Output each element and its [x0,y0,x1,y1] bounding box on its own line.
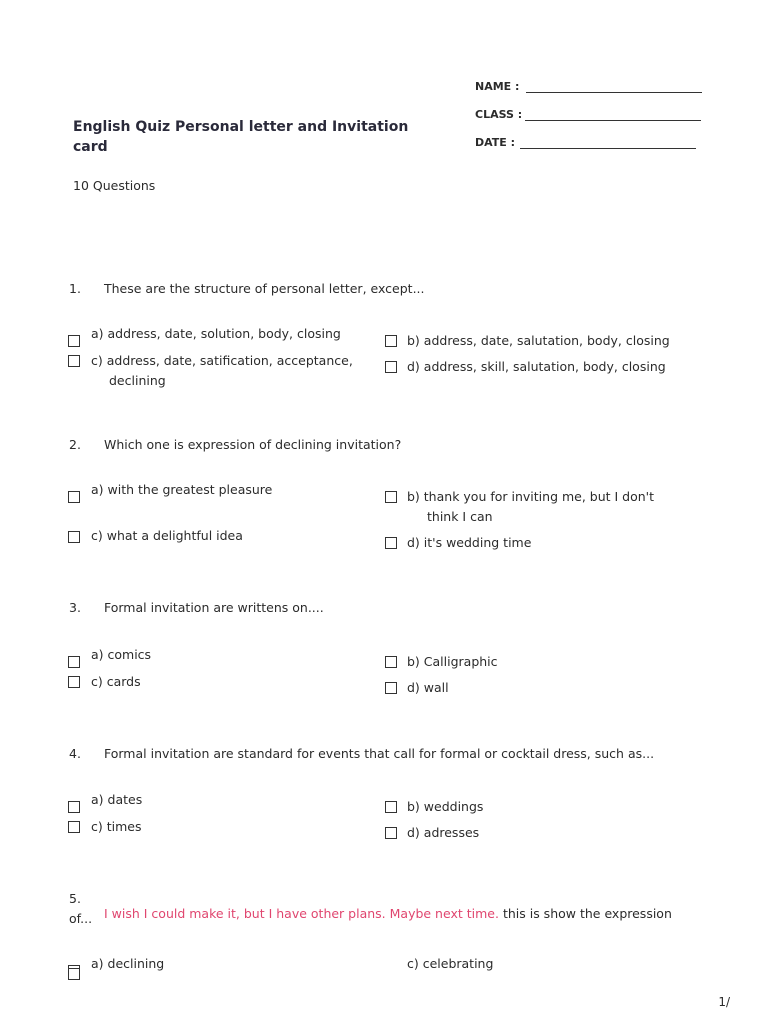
checkbox[interactable] [385,682,397,694]
checkbox[interactable] [385,656,397,668]
option-d: d) wall [407,680,449,695]
option-b: b) address, date, salutation, body, closing [407,333,670,348]
option-c-continued: declining [109,373,166,388]
date-label: DATE : [475,136,516,149]
checkbox[interactable] [68,676,80,688]
checkbox[interactable] [385,827,397,839]
option-d: d) address, skill, salutation, body, closing [407,359,666,374]
option-d: d) adresses [407,825,480,840]
option-b: b) weddings [407,799,484,814]
checkbox[interactable] [68,491,80,503]
question-text: this is show the expression [502,906,672,921]
question-text: Which one is expression of declining invitation? [104,437,402,452]
option-a: a) declining [91,956,165,971]
checkbox[interactable] [68,355,80,367]
question-text: Formal invitation are writtens on.... [104,600,324,615]
option-c: c) times [91,819,142,834]
question-number: 1. [69,281,81,296]
option-a: a) address, date, solution, body, closing [91,326,341,341]
question-prefix: of... [69,911,93,926]
option-c: c) what a delightful idea [91,528,243,543]
option-a: a) dates [91,792,143,807]
question-text-line [104,906,672,921]
page-number: 1/ [718,995,730,1009]
option-b-continued: think I can [427,509,493,524]
option-c: c) cards [91,674,141,689]
question-number: 5. [69,891,81,906]
option-b: b) thank you for inviting me, but I don't [407,489,655,504]
question-number: 3. [69,600,81,615]
option-c: c) celebrating [407,956,494,971]
question-text: These are the structure of personal letter, except... [104,281,425,296]
quiz-title: English Quiz Personal letter and Invitation card [73,119,409,155]
checkbox[interactable] [385,537,397,549]
checkbox[interactable] [68,531,80,543]
question-number: 4. [69,746,81,761]
class-line[interactable] [525,120,701,121]
question-number: 2. [69,437,81,452]
question-count: 10 Questions [73,178,156,193]
question-text: Formal invitation are standard for events that call for formal or cocktail dress, such as... [104,746,655,761]
checkbox[interactable] [385,361,397,373]
option-a: a) comics [91,647,152,662]
checkbox[interactable] [385,801,397,813]
date-line[interactable] [520,148,696,149]
class-label: CLASS : [475,108,523,121]
option-b: b) Calligraphic [407,654,498,669]
checkbox[interactable] [68,335,80,347]
option-d: d) it's wedding time [407,535,532,550]
checkbox[interactable] [385,335,397,347]
name-label: NAME : [475,80,520,93]
option-c: c) address, date, satification, acceptance, [91,353,353,368]
checkbox-overlap [68,968,80,980]
option-a: a) with the greatest pleasure [91,482,273,497]
quoted-expression: I wish I could make it, but I have other plans. Maybe next time. [104,906,499,921]
checkbox[interactable] [68,821,80,833]
checkbox[interactable] [68,801,80,813]
checkbox[interactable] [68,656,80,668]
checkbox[interactable] [385,491,397,503]
name-line[interactable] [526,92,702,93]
